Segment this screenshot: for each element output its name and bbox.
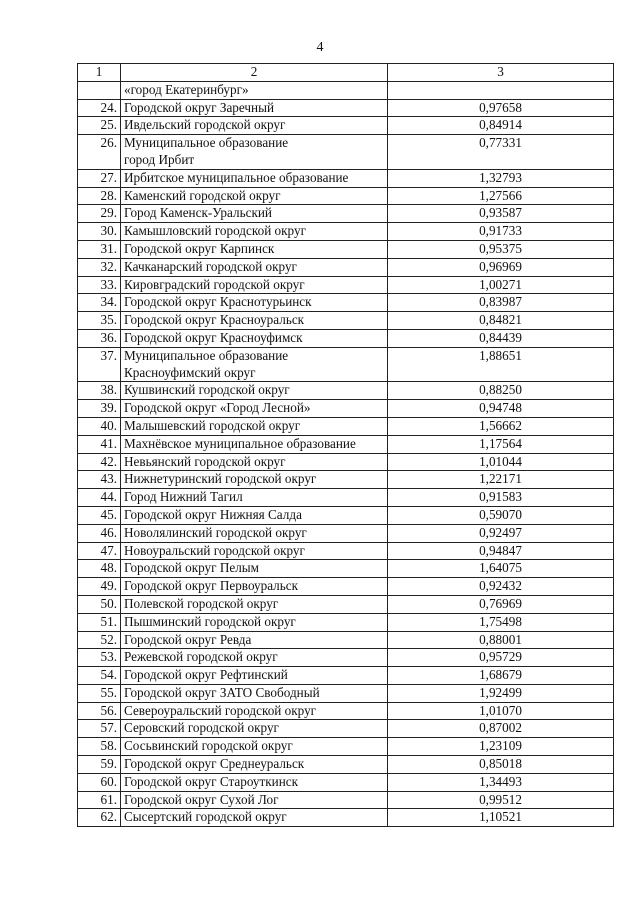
- row-number: 59.: [78, 756, 121, 774]
- row-number: 48.: [78, 560, 121, 578]
- municipality-name-line: Городской округ Староуткинск: [124, 773, 299, 789]
- municipality-name-line: Сысертский городской округ: [124, 809, 287, 825]
- municipality-name-line: Городской округ Карпинск: [124, 240, 275, 256]
- municipality-name: [121, 400, 388, 418]
- coefficient-table: [77, 63, 614, 827]
- municipality-name: [121, 453, 388, 471]
- municipality-name-line: Махнёвское муниципальное образование: [124, 435, 356, 451]
- municipality-name: [121, 506, 388, 524]
- coefficient-value: 1,92499: [388, 684, 614, 702]
- municipality-name-line: Город Каменск-Уральский: [124, 205, 272, 221]
- row-number: 54.: [78, 667, 121, 685]
- row-number: 33.: [78, 276, 121, 294]
- table-row: [78, 240, 614, 258]
- municipality-name: [121, 756, 388, 774]
- municipality-name: [121, 649, 388, 667]
- municipality-name-line: Городской округ ЗАТО Свободный: [124, 684, 320, 700]
- coefficient-value: 0,91733: [388, 223, 614, 241]
- continuation-name-cell: «город Екатеринбург»: [121, 81, 388, 99]
- coefficient-value: 0,87002: [388, 720, 614, 738]
- coefficient-value: 1,88651: [388, 347, 614, 382]
- coefficient-value: 0,84914: [388, 117, 614, 135]
- coefficient-value: 0,93587: [388, 205, 614, 223]
- table-row: [78, 667, 614, 685]
- municipality-name: [121, 471, 388, 489]
- municipality-name-line: Городской округ Нижняя Салда: [124, 506, 302, 522]
- row-number: 35.: [78, 312, 121, 330]
- coefficient-value: 0,84821: [388, 312, 614, 330]
- municipality-name-line: город Ирбит: [124, 151, 195, 167]
- row-number: 24.: [78, 99, 121, 117]
- continuation-value-cell: [388, 81, 614, 99]
- coefficient-value: 1,17564: [388, 435, 614, 453]
- row-number: 25.: [78, 117, 121, 135]
- municipality-name: [121, 135, 388, 170]
- municipality-name: [121, 578, 388, 596]
- table-row: [78, 382, 614, 400]
- municipality-name: [121, 489, 388, 507]
- municipality-name-line: Городской округ Красноуфимск: [124, 329, 303, 345]
- coefficient-value: 1,32793: [388, 169, 614, 187]
- row-number: 36.: [78, 329, 121, 347]
- row-number: 46.: [78, 524, 121, 542]
- row-number: 51.: [78, 613, 121, 631]
- coefficient-value: 0,59070: [388, 506, 614, 524]
- municipality-name-line: Ирбитское муниципальное образование: [124, 169, 349, 185]
- row-number: 37.: [78, 347, 121, 382]
- continuation-num-cell: [78, 81, 121, 99]
- municipality-name-line: Муниципальное образование: [124, 347, 289, 363]
- municipality-name-line: Городской округ Краснотурьинск: [124, 294, 312, 310]
- municipality-name-line: Каменский городской округ: [124, 187, 281, 203]
- municipality-name: [121, 382, 388, 400]
- table-row: [78, 435, 614, 453]
- row-number: 47.: [78, 542, 121, 560]
- municipality-name-line: Камышловский городской округ: [124, 223, 306, 239]
- municipality-name: [121, 560, 388, 578]
- municipality-name: [121, 773, 388, 791]
- municipality-name: [121, 417, 388, 435]
- municipality-name: [121, 738, 388, 756]
- coefficient-value: 1,27566: [388, 187, 614, 205]
- header-col-2: 2: [121, 64, 388, 82]
- row-number: 29.: [78, 205, 121, 223]
- municipality-name-line: Малышевский городской округ: [124, 417, 301, 433]
- municipality-name: [121, 347, 388, 382]
- coefficient-value: 1,34493: [388, 773, 614, 791]
- municipality-name-line: Городской округ Рефтинский: [124, 667, 288, 683]
- table-row: [78, 169, 614, 187]
- row-number: 43.: [78, 471, 121, 489]
- municipality-name: [121, 276, 388, 294]
- municipality-name: [121, 809, 388, 827]
- coefficient-value: 1,75498: [388, 613, 614, 631]
- coefficient-value: 0,91583: [388, 489, 614, 507]
- municipality-name: [121, 329, 388, 347]
- coefficient-value: 1,10521: [388, 809, 614, 827]
- table-row: [78, 738, 614, 756]
- table-row: [78, 489, 614, 507]
- municipality-name: [121, 99, 388, 117]
- table-row: [78, 400, 614, 418]
- coefficient-value: 1,22171: [388, 471, 614, 489]
- table-row: [78, 223, 614, 241]
- coefficient-value: 1,01070: [388, 702, 614, 720]
- coefficient-value: 0,83987: [388, 294, 614, 312]
- table-row: [78, 702, 614, 720]
- coefficient-value: 0,99512: [388, 791, 614, 809]
- table-row: [78, 329, 614, 347]
- municipality-name-line: Нижнетуринский городской округ: [124, 471, 317, 487]
- municipality-name-line: Городской округ Первоуральск: [124, 578, 299, 594]
- row-number: 34.: [78, 294, 121, 312]
- row-number: 26.: [78, 135, 121, 170]
- municipality-name-line: Город Нижний Тагил: [124, 489, 243, 505]
- table-row: [78, 756, 614, 774]
- municipality-name-line: Городской округ Сухой Лог: [124, 791, 279, 807]
- municipality-name: [121, 613, 388, 631]
- table-row: [78, 417, 614, 435]
- municipality-name: [121, 169, 388, 187]
- coefficient-value: 0,77331: [388, 135, 614, 170]
- row-number: 27.: [78, 169, 121, 187]
- table-row: [78, 135, 614, 170]
- row-number: 61.: [78, 791, 121, 809]
- coefficient-value: 0,84439: [388, 329, 614, 347]
- row-number: 56.: [78, 702, 121, 720]
- table-row: [78, 560, 614, 578]
- municipality-name-line: Красноуфимский округ: [124, 364, 256, 380]
- municipality-name-line: Невьянский городской округ: [124, 453, 286, 469]
- municipality-name: [121, 595, 388, 613]
- table-row: [78, 205, 614, 223]
- municipality-name: [121, 223, 388, 241]
- coefficient-value: 1,00271: [388, 276, 614, 294]
- coefficient-value: 0,88001: [388, 631, 614, 649]
- municipality-name-line: Серовский городской округ: [124, 720, 279, 736]
- municipality-name: [121, 542, 388, 560]
- row-number: 57.: [78, 720, 121, 738]
- municipality-name: [121, 631, 388, 649]
- municipality-name: [121, 258, 388, 276]
- coefficient-value: 1,64075: [388, 560, 614, 578]
- municipality-name-line: Пышминский городской округ: [124, 613, 296, 629]
- row-number: 38.: [78, 382, 121, 400]
- municipality-name-line: Ивдельский городской округ: [124, 117, 286, 133]
- table-row: [78, 773, 614, 791]
- municipality-name-line: Городской округ Ревда: [124, 631, 252, 647]
- table-row: [78, 684, 614, 702]
- municipality-name-line: Кировградский городской округ: [124, 276, 305, 292]
- municipality-name: [121, 435, 388, 453]
- table-row: [78, 187, 614, 205]
- municipality-name-line: Полевской городской округ: [124, 595, 279, 611]
- row-number: 62.: [78, 809, 121, 827]
- coefficient-value: 0,92497: [388, 524, 614, 542]
- table-row: [78, 631, 614, 649]
- coefficient-value: 0,88250: [388, 382, 614, 400]
- municipality-name: [121, 312, 388, 330]
- row-number: 40.: [78, 417, 121, 435]
- table-row: [78, 720, 614, 738]
- row-number: 52.: [78, 631, 121, 649]
- municipality-name-line: Новолялинский городской округ: [124, 524, 307, 540]
- municipality-name-line: Городской округ Красноуральск: [124, 312, 305, 328]
- municipality-name-line: Новоуральский городской округ: [124, 542, 305, 558]
- municipality-name: [121, 667, 388, 685]
- municipality-name: [121, 294, 388, 312]
- row-number: 53.: [78, 649, 121, 667]
- municipality-name: [121, 720, 388, 738]
- coefficient-value: 1,23109: [388, 738, 614, 756]
- coefficient-value: 0,85018: [388, 756, 614, 774]
- row-number: 50.: [78, 595, 121, 613]
- municipality-name-line: Городской округ Заречный: [124, 99, 275, 115]
- municipality-name: [121, 684, 388, 702]
- coefficient-value: 0,95729: [388, 649, 614, 667]
- municipality-name-line: Городской округ «Город Лесной»: [124, 400, 311, 416]
- row-number: 55.: [78, 684, 121, 702]
- municipality-name-line: Муниципальное образование: [124, 135, 289, 151]
- table-row: [78, 294, 614, 312]
- municipality-name-line: Североуральский городской округ: [124, 702, 317, 718]
- municipality-name-line: Кушвинский городской округ: [124, 382, 290, 398]
- coefficient-value: 1,68679: [388, 667, 614, 685]
- municipality-name-line: Режевской городской округ: [124, 649, 278, 665]
- table-row: [78, 613, 614, 631]
- table-row: [78, 542, 614, 560]
- row-number: 44.: [78, 489, 121, 507]
- row-number: 28.: [78, 187, 121, 205]
- table-row: [78, 99, 614, 117]
- table-row: [78, 312, 614, 330]
- coefficient-value: 0,95375: [388, 240, 614, 258]
- table-row: [78, 453, 614, 471]
- row-number: 60.: [78, 773, 121, 791]
- table-row: [78, 258, 614, 276]
- page-number: 4: [316, 40, 324, 55]
- row-number: 42.: [78, 453, 121, 471]
- row-number: 41.: [78, 435, 121, 453]
- municipality-name: [121, 117, 388, 135]
- municipality-name-line: Сосьвинский городской округ: [124, 738, 293, 754]
- row-number: 58.: [78, 738, 121, 756]
- coefficient-value: 0,97658: [388, 99, 614, 117]
- coefficient-value: 1,56662: [388, 417, 614, 435]
- coefficient-value: 0,92432: [388, 578, 614, 596]
- row-number: 45.: [78, 506, 121, 524]
- row-number: 32.: [78, 258, 121, 276]
- continuation-row: [78, 81, 614, 99]
- municipality-name-line: Городской округ Среднеуральск: [124, 756, 305, 772]
- municipality-name-line: Городской округ Пелым: [124, 560, 259, 576]
- municipality-name-line: Качканарский городской округ: [124, 258, 297, 274]
- row-number: 49.: [78, 578, 121, 596]
- table-row: [78, 595, 614, 613]
- municipality-name: [121, 702, 388, 720]
- coefficient-value: 0,96969: [388, 258, 614, 276]
- table-row: [78, 506, 614, 524]
- header-col-3: 3: [388, 64, 614, 82]
- coefficient-value: 1,01044: [388, 453, 614, 471]
- table-header-row: [78, 64, 614, 82]
- table-row: [78, 791, 614, 809]
- row-number: 31.: [78, 240, 121, 258]
- municipality-name: [121, 524, 388, 542]
- header-col-1: 1: [78, 64, 121, 82]
- coefficient-value: 0,94847: [388, 542, 614, 560]
- municipality-name: [121, 187, 388, 205]
- table-row: [78, 809, 614, 827]
- municipality-name: [121, 791, 388, 809]
- row-number: 30.: [78, 223, 121, 241]
- table-row: [78, 649, 614, 667]
- municipality-name: [121, 205, 388, 223]
- table-row: [78, 117, 614, 135]
- table-row: [78, 347, 614, 382]
- coefficient-value: 0,94748: [388, 400, 614, 418]
- table-row: [78, 524, 614, 542]
- coefficient-value: 0,76969: [388, 595, 614, 613]
- table-row: [78, 276, 614, 294]
- municipality-name: [121, 240, 388, 258]
- table-row: [78, 578, 614, 596]
- table-row: [78, 471, 614, 489]
- row-number: 39.: [78, 400, 121, 418]
